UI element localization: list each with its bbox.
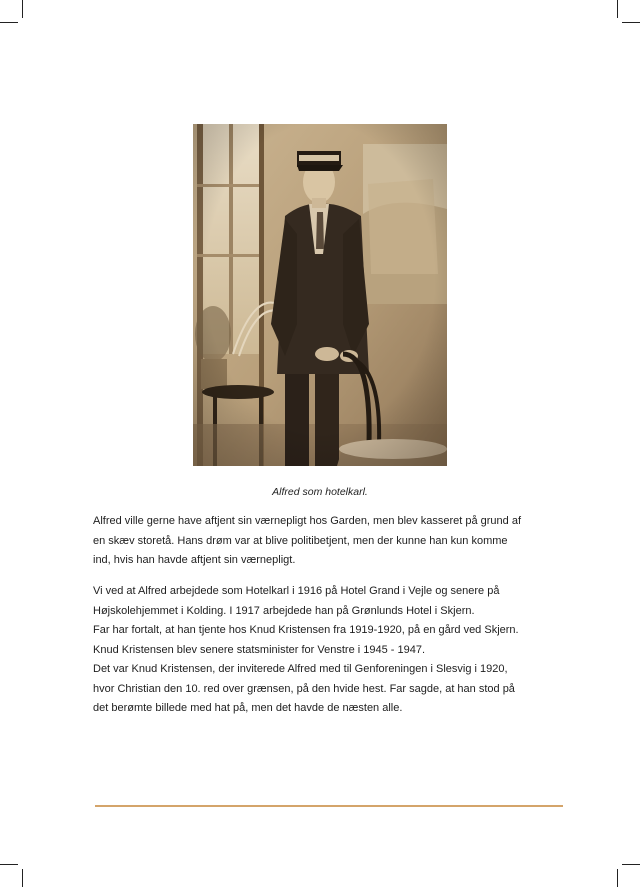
paragraph-1-line: Alfred ville gerne have aftjent sin værnepligt hos Garden, men blev kasseret på grund af: [93, 515, 522, 527]
paragraph-2-line: hvor Christian den 10. red over grænsen, på den hvide hest. Far sagde, at han stod på: [93, 682, 515, 695]
paragraph-2-line: Knud Kristensen blev senere statsminister for Venstre i 1945 - 1947.: [93, 643, 426, 656]
crop-mark-bottom-right-h: [622, 864, 640, 865]
paragraph-2-line: Vi ved at Alfred arbejdede som Hotelkarl i 1916 på Hotel Grand i Vejle og senere på: [93, 585, 500, 597]
crop-mark-bottom-left-h: [0, 864, 18, 865]
crop-mark-bottom-left-v: [22, 869, 23, 887]
paragraph-2-line: Far har fortalt, at han tjente hos Knud Kristensen fra 1919-1920, på en gård ved Skjern.: [93, 624, 519, 636]
paragraph-1-line: ind, hvis han havde aftjent sin værnepligt.: [93, 554, 296, 566]
portrait-photo: [193, 124, 447, 466]
crop-mark-top-right-h: [622, 22, 640, 23]
paragraph-2-line: Højskolehjemmet i Kolding. I 1917 arbejdede han på Grønlunds Hotel i Skjern.: [93, 604, 475, 617]
photo-caption: Alfred som hotelkarl.: [272, 486, 368, 498]
paragraph-2: [93, 582, 563, 719]
paragraph-2-line: det berømte billede med hat på, men det havde de næsten alle.: [93, 702, 403, 714]
paragraph-1: [93, 512, 563, 571]
paragraph-1-line: en skæv storetå. Hans drøm var at blive politibetjent, men der kunne han kun komme: [93, 534, 508, 547]
footer-rule: [95, 805, 563, 807]
crop-mark-top-right-v: [617, 0, 618, 18]
crop-mark-top-left-h: [0, 22, 18, 23]
crop-mark-bottom-right-v: [617, 869, 618, 887]
crop-mark-top-left-v: [22, 0, 23, 18]
paragraph-2-line: Det var Knud Kristensen, der inviterede Alfred med til Genforeningen i Slesvig i 1920,: [93, 663, 508, 675]
